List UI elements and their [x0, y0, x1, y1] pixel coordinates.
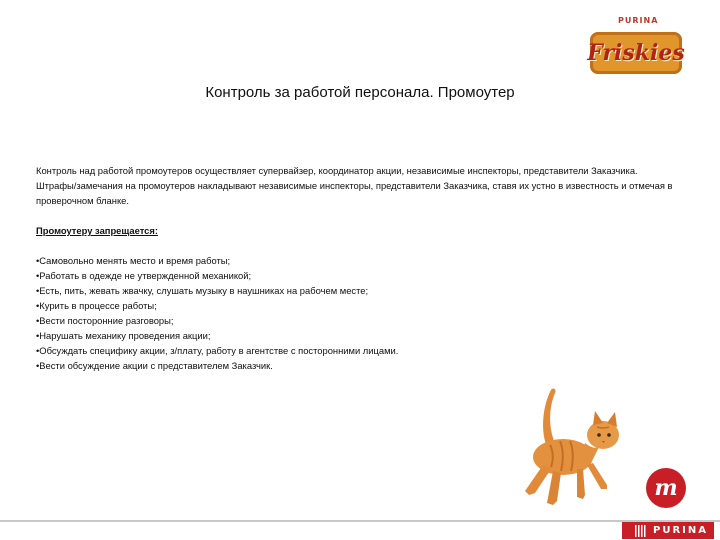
list-item: •Нарушать механику проведения акции;: [36, 330, 211, 341]
slide-title: Контроль за работой персонала. Промоутер: [205, 84, 515, 101]
footer-bar: [0, 520, 720, 540]
purina-footer-logo: [622, 522, 714, 539]
paragraph-penalties: Штрафы/замечания на промоутеров накладывают независимые инспекторы, представители Заказчика, ставя их устно в известность и отмечая в проверочном бланке.: [36, 180, 673, 206]
footer-divider: [0, 520, 720, 522]
m-circle-icon: [646, 468, 686, 508]
prohibited-list: [36, 253, 676, 373]
list-item: •Вести посторонние разговоры;: [36, 315, 174, 326]
list-item: •Есть, пить, жевать жвачку, слушать музыку в наушниках на рабочем месте;: [36, 285, 369, 296]
paragraph-control: Контроль над работой промоутеров осуществляет супервайзер, координатор акции, независимые инспекторы, представители Заказчика.: [36, 165, 638, 176]
friskies-logo: [582, 14, 694, 90]
friskies-badge: [587, 32, 685, 74]
body-text: [36, 163, 676, 373]
friskies-label: Friskies: [587, 40, 685, 66]
list-item: •Обсуждать специфику акции, з/плату, работу в агентстве с посторонними лицами.: [36, 345, 399, 356]
list-item: •Самовольно менять место и время работы;: [36, 255, 231, 266]
list-item: •Работать в одежде не утвержденной механикой;: [36, 270, 252, 281]
cat-icon: [495, 385, 645, 515]
list-item: •Курить в процессе работы;: [36, 300, 157, 311]
purina-footer-label: PURINA: [653, 525, 708, 536]
list-item: •Вести обсуждение акции с представителем Заказчик.: [36, 360, 273, 371]
badge-letter: m: [654, 475, 678, 501]
prohibited-heading: Промоутеру запрещается:: [36, 225, 158, 236]
purina-small-label: PURINA: [618, 16, 659, 25]
purina-checkerboard-icon: [635, 525, 647, 537]
